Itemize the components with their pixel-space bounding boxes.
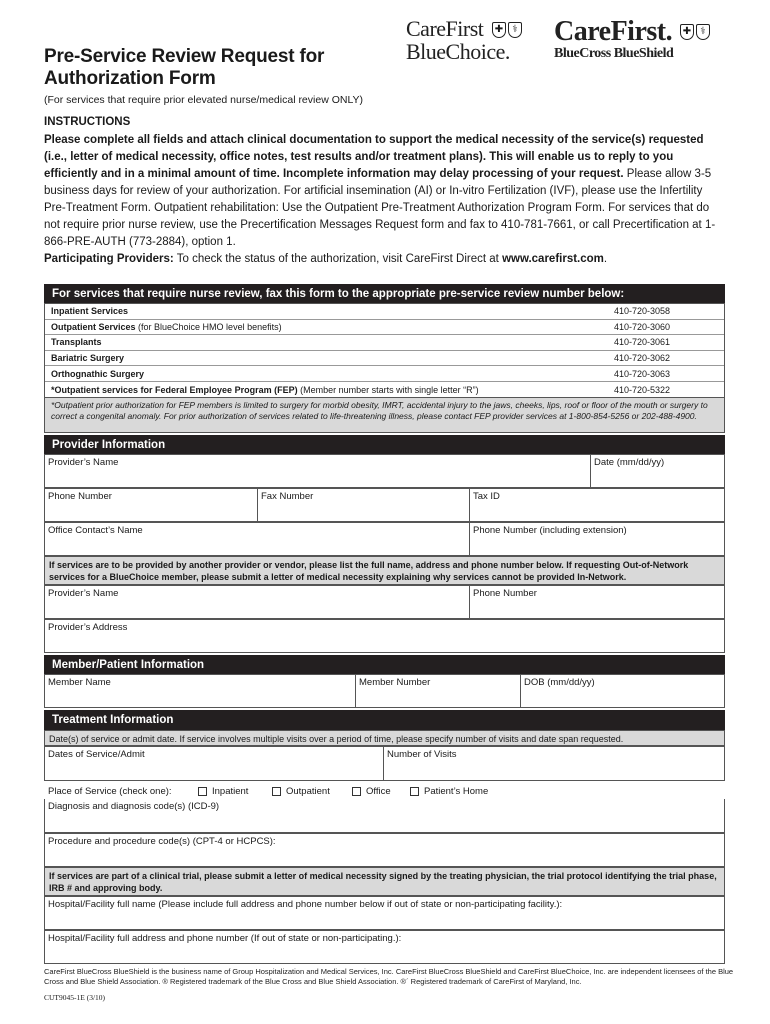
other-provider-name-field[interactable]	[44, 585, 470, 619]
member-name-label: Member Name	[48, 677, 111, 688]
date-label: Date (mm/dd/yy)	[594, 457, 665, 468]
pos-inpatient[interactable]	[198, 786, 272, 797]
diagnosis-field[interactable]	[44, 799, 725, 833]
pos-office[interactable]	[352, 786, 410, 797]
number-of-visits-field[interactable]	[383, 746, 725, 781]
fax-row-number: 410-720-3058	[614, 306, 671, 317]
member-number-label: Member Number	[359, 677, 431, 688]
other-provider-name-label: Provider’s Name	[48, 588, 119, 599]
fax-row-number: 410-720-3060	[614, 321, 671, 332]
carefirst-link[interactable]: www.carefirst.com	[502, 253, 604, 265]
fax-table-row	[45, 351, 724, 367]
member-name-field[interactable]	[44, 674, 356, 708]
instructions-normal: Please allow 3-5 business days for review of your authorization. For artificial insemination (AI) or In-vitro Fertilization (IVF), please use the Infertility Pre-Treatment Form. Outpatient rehabilitation: Use the Outpatient Pre-Treatment Authorization Program Form. For services that do not require prior nurse review, use the Precertification Messages Request form and fax to 410-781-7661, or call Precertification at 1-866-PRE-AUTH (773-2884), option 1.	[44, 168, 716, 248]
fax-row-service: Outpatient Services	[51, 321, 136, 332]
fax-row-label	[51, 337, 102, 347]
logo2-top-text: CareFirst.	[554, 16, 673, 47]
participating-label: Participating Providers:	[44, 253, 174, 265]
checkbox[interactable]	[272, 787, 281, 796]
dates-of-service-label: Dates of Service/Admit	[48, 749, 145, 760]
fax-table-row	[45, 335, 724, 351]
other-provider-phone-label: Phone Number	[473, 588, 537, 599]
office-contact-label: Office Contact’s Name	[48, 525, 143, 536]
form-code: CUT9045-1E (3/10)	[44, 993, 106, 1002]
caduceus-icon: ⚕	[696, 24, 710, 40]
member-number-field[interactable]	[355, 674, 521, 708]
other-provider-address-label: Provider’s Address	[48, 622, 128, 633]
footer-legal: CareFirst BlueCross BlueShield is the business name of Group Hospitalization and Medical Services, Inc. CareFirst BlueCross BlueShield and CareFirst BlueChoice, Inc. are independent licensees of the Blue Cross and Blue Shield Association. ® Registered trademark of the Blue Cross and Blue Shield Association. ®´ Registered trademark of CareFirst of Maryland, Inc.	[44, 967, 734, 986]
pos-office-label: Office	[366, 785, 391, 797]
participating-end: .	[603, 253, 608, 265]
place-of-service	[44, 781, 725, 801]
checkbox[interactable]	[410, 787, 419, 796]
caduceus-icon: ⚕	[508, 22, 522, 38]
fax-table-row	[45, 304, 724, 320]
pos-home-label: Patient’s Home	[424, 785, 489, 797]
pos-outpatient[interactable]	[272, 786, 352, 797]
fax-table	[44, 303, 725, 398]
fax-label: Fax Number	[261, 491, 314, 502]
fax-row-service: Transplants	[51, 337, 102, 348]
checkbox[interactable]	[198, 787, 207, 796]
tax-id-field[interactable]	[469, 488, 725, 522]
fax-row-label	[51, 322, 282, 332]
fax-field[interactable]	[257, 488, 470, 522]
facility-address-field[interactable]	[44, 930, 725, 964]
logo2-shields	[680, 24, 710, 40]
number-of-visits-label: Number of Visits	[387, 749, 457, 760]
provider-section-header: Provider Information	[44, 435, 725, 454]
fax-table-row	[45, 366, 724, 382]
dob-label: DOB (mm/dd/yy)	[524, 677, 595, 688]
fax-table-header: For services that require nurse review, fax this form to the appropriate pre-service review number below:	[44, 284, 725, 303]
logo1-shields	[492, 22, 522, 38]
page-subtitle: (For services that require prior elevated nurse/medical review ONLY)	[44, 94, 364, 106]
tax-id-label: Tax ID	[473, 491, 500, 502]
fax-row-label	[51, 385, 479, 395]
instructions-heading: INSTRUCTIONS	[44, 116, 131, 128]
logo1-bottom-text: BlueChoice.	[406, 39, 510, 64]
other-provider-phone-field[interactable]	[469, 585, 725, 619]
fep-note: *Outpatient prior authorization for FEP members is limited to surgery for morbid obesity, IMRT, accidental injury to the jaws, cheeks, lips, roof or floor of the mouth or surgery to correct a congenital anomaly. For prior authorization of services related to life-threatening illness, please contact FEP provider services at 1-800-854-5256 or 202-488-4900.	[44, 398, 725, 433]
page-title: Pre-Service Review Request for Authorization Form	[44, 46, 325, 89]
diagnosis-label: Diagnosis and diagnosis code(s) (ICD-9)	[48, 801, 220, 812]
other-provider-address-field[interactable]	[44, 619, 725, 653]
phone-ext-field[interactable]	[469, 522, 725, 556]
cross-icon: ✚	[492, 22, 506, 38]
logo1-top-text: CareFirst	[406, 16, 484, 41]
procedure-field[interactable]	[44, 833, 725, 867]
participating-providers	[44, 253, 724, 265]
provider-name-field[interactable]	[44, 454, 591, 488]
pos-outpatient-label: Outpatient	[286, 785, 330, 797]
clinical-trial-note: If services are part of a clinical trial, please submit a letter of medical necessity signed by the treating physician, the trial protocol identifying the trial phase, IRB # and approving body.	[44, 867, 725, 896]
instructions-text	[44, 132, 724, 251]
pos-home[interactable]	[410, 786, 488, 797]
facility-address-label: Hospital/Facility full address and phone number (If out of state or non-participating.):	[48, 933, 402, 944]
facility-name-label: Hospital/Facility full name (Please include full address and phone number below if out of state or non-participating facility.):	[48, 899, 563, 910]
fax-table-row	[45, 320, 724, 336]
fax-row-label	[51, 353, 124, 363]
fax-row-number: 410-720-5322	[614, 384, 671, 395]
fax-row-label	[51, 306, 128, 316]
fax-row-label	[51, 369, 144, 379]
provider-name-label: Provider’s Name	[48, 457, 119, 468]
dates-note: Date(s) of service or admit date. If service involves multiple visits over a period of time, please specify number of visits and date span requested.	[44, 730, 725, 746]
checkbox[interactable]	[352, 787, 361, 796]
cross-icon: ✚	[680, 24, 694, 40]
member-section-header: Member/Patient Information	[44, 655, 725, 674]
date-field[interactable]	[590, 454, 725, 488]
fax-table-row	[45, 382, 724, 398]
logo2-bottom-text: BlueCross BlueShield	[554, 46, 674, 61]
phone-field[interactable]	[44, 488, 258, 522]
facility-name-field[interactable]	[44, 896, 725, 930]
fax-row-note: (Member number starts with single letter “R”)	[297, 384, 479, 395]
office-contact-field[interactable]	[44, 522, 470, 556]
pos-label: Place of Service (check one):	[48, 785, 172, 797]
fax-row-service: Inpatient Services	[51, 306, 129, 317]
fax-row-service: Orthognathic Surgery	[51, 368, 145, 379]
fax-row-service: *Outpatient services for Federal Employee Program (FEP)	[51, 384, 298, 395]
dates-of-service-field[interactable]	[44, 746, 384, 781]
phone-ext-label: Phone Number (including extension)	[473, 525, 627, 536]
participating-text: To check the status of the authorization, visit CareFirst Direct at	[173, 253, 503, 265]
phone-label: Phone Number	[48, 491, 112, 502]
other-provider-note: If services are to be provided by another provider or vendor, please list the full name, address and phone number below. If requesting Out-of-Network services for a BlueChoice member, please submit a letter of medical necessity explaining why services cannot be provided In-Network.	[44, 556, 725, 585]
fax-row-number: 410-720-3063	[614, 368, 671, 379]
instructions-bold: Please complete all fields and attach clinical documentation to support the medical necessity of the service(s) requested (i.e., letter of medical necessity, office notes, test results and/or treatment plans). This will enable us to reply to you efficiently and in a minimal amount of time. Incomplete information may delay processing of your request.	[44, 134, 704, 180]
procedure-label: Procedure and procedure code(s) (CPT-4 or HCPCS):	[48, 836, 276, 847]
treatment-section-header: Treatment Information	[44, 710, 725, 730]
fax-row-service: Bariatric Surgery	[51, 353, 125, 364]
dob-field[interactable]	[520, 674, 725, 708]
fax-row-number: 410-720-3062	[614, 353, 671, 364]
fax-row-number: 410-720-3061	[614, 337, 671, 348]
fax-row-note: (for BlueChoice HMO level benefits)	[135, 321, 282, 332]
pos-inpatient-label: Inpatient	[212, 785, 249, 797]
